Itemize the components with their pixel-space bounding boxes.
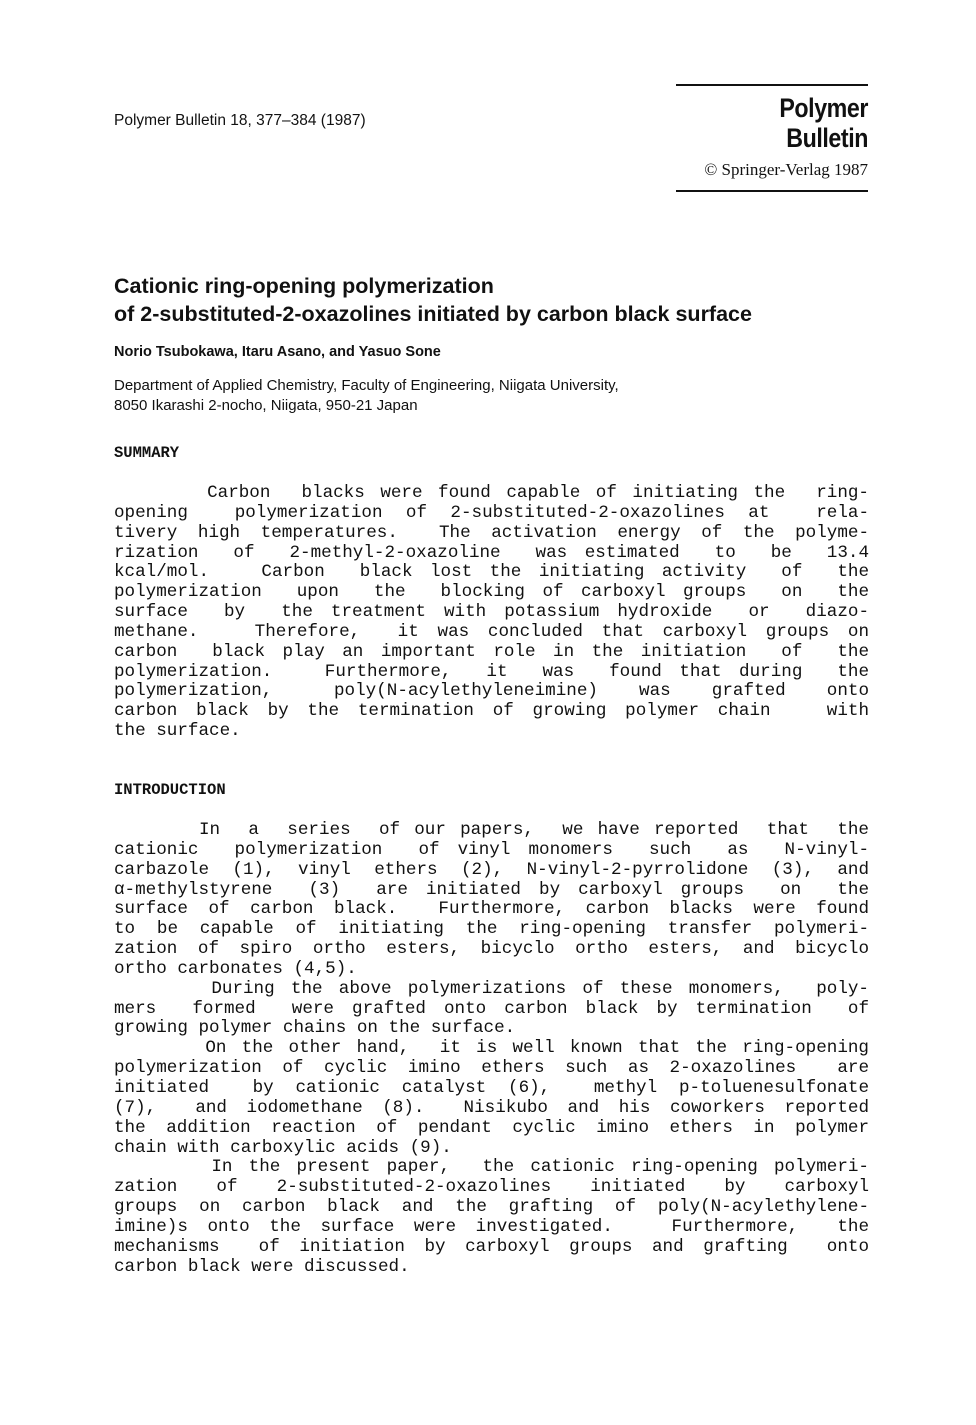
introduction-line: zation of spiro ortho esters, bicyclo ortho esters, and bicyclo bbox=[114, 939, 869, 960]
journal-name: Polymer Bulletin bbox=[779, 93, 868, 153]
introduction-line: During the above polymerizations of these monomers, poly- bbox=[114, 978, 869, 999]
affiliation-line: 8050 Ikarashi 2-nocho, Niigata, 950-21 Japan bbox=[114, 397, 418, 414]
introduction-heading: INTRODUCTION bbox=[114, 781, 226, 799]
introduction-line: ortho carbonates (4,5). bbox=[114, 958, 357, 979]
introduction-paragraph bbox=[114, 821, 869, 980]
journal-masthead bbox=[676, 84, 868, 192]
introduction-line: In the present paper, the cationic ring-opening polymeri- bbox=[114, 1157, 869, 1178]
introduction-line: α-methylstyrene (3) are initiated by carboxyl groups on the bbox=[114, 879, 869, 900]
introduction-line: In a series of our papers, we have reported that the bbox=[114, 820, 869, 840]
masthead-top-rule bbox=[676, 84, 868, 86]
summary-line: tivery high temperatures. The activation energy of the polyme- bbox=[114, 522, 869, 543]
summary-line: polymerization upon the blocking of carboxyl groups on the bbox=[114, 582, 869, 603]
summary-heading: SUMMARY bbox=[114, 444, 180, 462]
summary-line: the surface. bbox=[114, 721, 241, 742]
introduction-line: surface of carbon black. Furthermore, carbon blacks were found bbox=[114, 899, 869, 920]
summary-line: methane. Therefore, it was concluded that carboxyl groups on bbox=[114, 621, 869, 642]
introduction-body bbox=[114, 821, 869, 1277]
introduction-line: imine)s onto the surface were investigated. Furthermore, the bbox=[114, 1216, 869, 1237]
publisher-copyright: © Springer-Verlag 1987 bbox=[704, 160, 868, 179]
article-title bbox=[114, 272, 894, 328]
title-line: Cationic ring-opening polymerization bbox=[114, 274, 494, 298]
introduction-line: carbon black were discussed. bbox=[114, 1256, 410, 1277]
author-list: Norio Tsubokawa, Itaru Asano, and Yasuo Sone bbox=[114, 344, 441, 360]
summary-line: surface by the treatment with potassium hydroxide or diazo- bbox=[114, 602, 869, 623]
introduction-line: mers formed were grafted onto carbon black by termination of bbox=[114, 998, 869, 1019]
introduction-line: cationic polymerization of vinyl monomers such as N-vinyl- bbox=[114, 839, 869, 860]
introduction-line: On the other hand, it is well known that the ring-opening bbox=[114, 1038, 869, 1059]
introduction-line: polymerization of cyclic imino ethers such as 2-oxazolines are bbox=[114, 1058, 869, 1079]
introduction-line: initiated by cationic catalyst (6), methyl p-toluenesulfonate bbox=[114, 1077, 869, 1098]
introduction-line: zation of 2-substituted-2-oxazolines initiated by carboxyl bbox=[114, 1177, 869, 1198]
summary-line: carbon black play an important role in the initiation of the bbox=[114, 641, 869, 662]
affiliation-line: Department of Applied Chemistry, Faculty of Engineering, Niigata University, bbox=[114, 377, 619, 394]
author-affiliation bbox=[114, 376, 619, 416]
journal-citation: Polymer Bulletin 18, 377–384 (1987) bbox=[114, 112, 366, 129]
summary-line: Carbon blacks were found capable of initiating the ring- bbox=[114, 483, 869, 503]
summary-line: carbon black by the termination of growing polymer chain with bbox=[114, 701, 869, 722]
introduction-line: growing polymer chains on the surface. bbox=[114, 1018, 516, 1039]
summary-line: polymerization, poly(N-acylethyleneimine) was grafted onto bbox=[114, 681, 869, 702]
summary-line: polymerization. Furthermore, it was found that during the bbox=[114, 661, 869, 682]
masthead-bottom-rule bbox=[676, 190, 868, 192]
title-line: of 2-substituted-2-oxazolines initiated by carbon black surface bbox=[114, 302, 752, 326]
introduction-line: chain with carboxylic acids (9). bbox=[114, 1137, 452, 1158]
introduction-paragraph bbox=[114, 1158, 869, 1277]
introduction-paragraph bbox=[114, 980, 869, 1040]
introduction-paragraph bbox=[114, 1039, 869, 1158]
introduction-line: (7), and iodomethane (8). Nisikubo and his coworkers reported bbox=[114, 1097, 869, 1118]
summary-line: kcal/mol. Carbon black lost the initiating activity of the bbox=[114, 562, 869, 583]
introduction-line: to be capable of initiating the ring-opening transfer polymeri- bbox=[114, 919, 869, 940]
introduction-line: groups on carbon black and the grafting of poly(N-acylethylene- bbox=[114, 1197, 869, 1218]
summary-line: rization of 2-methyl-2-oxazoline was estimated to be 13.4 bbox=[114, 542, 869, 563]
introduction-line: carbazole (1), vinyl ethers (2), N-vinyl-2-pyrrolidone (3), and bbox=[114, 859, 869, 880]
summary-line: opening polymerization of 2-substituted-2-oxazolines at rela- bbox=[114, 502, 869, 523]
introduction-line: mechanisms of initiation by carboxyl groups and grafting onto bbox=[114, 1236, 869, 1257]
introduction-line: the addition reaction of pendant cyclic imino ethers in polymer bbox=[114, 1117, 869, 1138]
summary-body bbox=[114, 484, 869, 742]
